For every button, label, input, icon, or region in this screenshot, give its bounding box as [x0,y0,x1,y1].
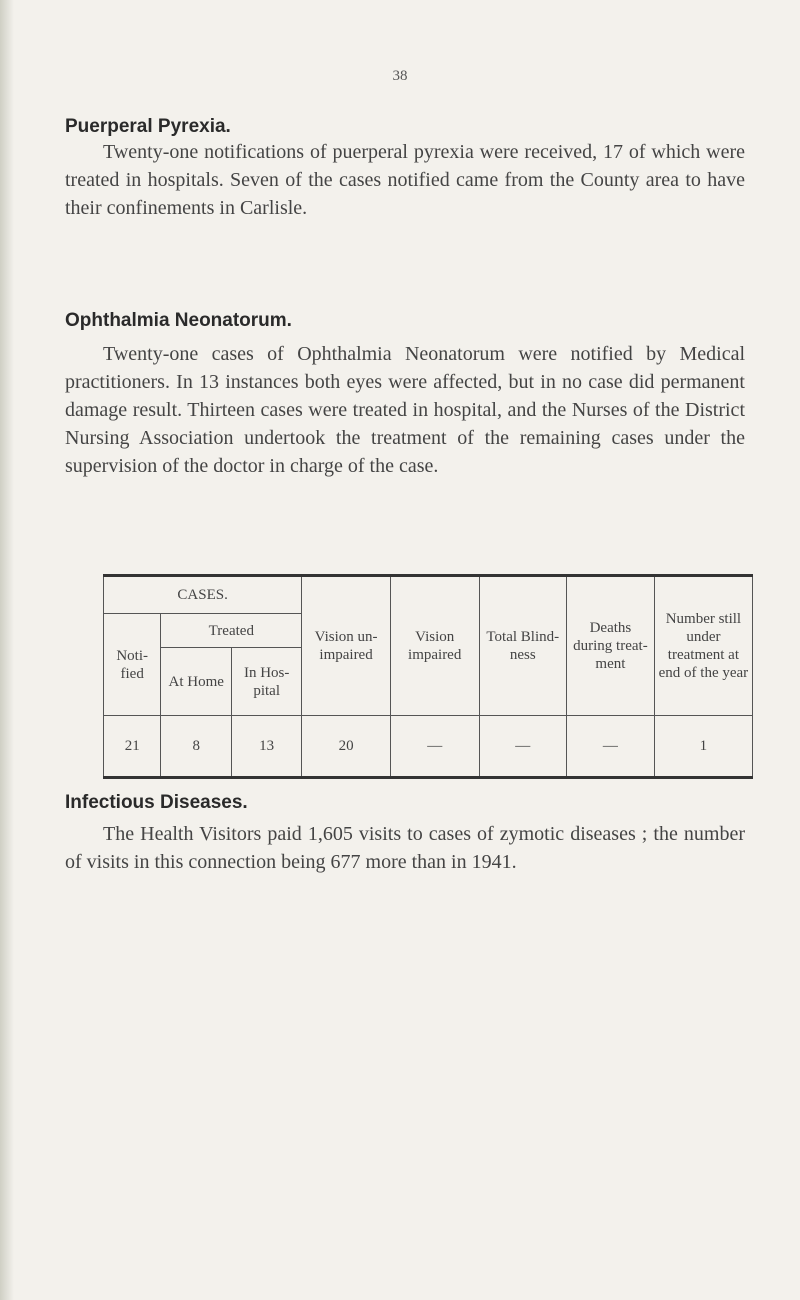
cell-deaths-during-treatment: — [567,716,655,778]
cell-vision-unimpaired: 20 [302,716,391,778]
header-in-hospital: In Hos-pital [232,648,302,716]
header-notified: Noti-fied [104,614,161,716]
header-vision-unimpaired: Vision un-impaired [302,576,391,716]
header-at-home: At Home [161,648,232,716]
cell-in-hospital: 13 [232,716,302,778]
header-still-under-treatment: Number still under treatment at end of the year [654,576,752,716]
header-cases: CASES. [104,576,302,614]
header-deaths-during-treatment: Deaths during treat-ment [567,576,655,716]
header-total-blindness: Total Blind-ness [479,576,567,716]
paragraph-puerperal-pyrexia: Twenty-one notifications of puerperal pyrexia were received, 17 of which were treated in hospitals. Seven of the cases notified came from the County area to have their confinements in Carlisle. [65,141,745,219]
heading-puerperal-pyrexia: Puerperal Pyrexia. [65,116,231,137]
cell-still-under-treatment: 1 [654,716,752,778]
heading-ophthalmia-neonatorum: Ophthalmia Neonatorum. [65,310,292,331]
cell-at-home: 8 [161,716,232,778]
ophthalmia-statistics-table [103,574,753,779]
paragraph-infectious-diseases: The Health Visitors paid 1,605 visits to cases of zymotic diseases ; the number of visits in this connection being 677 more than in 1941. [65,823,745,873]
header-vision-impaired: Vision impaired [390,576,479,716]
cell-total-blindness: — [479,716,567,778]
paragraph-ophthalmia-neonatorum: Twenty-one cases of Ophthalmia Neonatorum were notified by Medical practitioners. In 13 instances both eyes were affected, but in no case did permanent damage result. Thirteen cases were treated in hospital, and the Nurses of the District Nursing Association undertook the treatment of the remaining cases under the supervision of the doctor in charge of the case. [65,343,745,477]
cell-vision-impaired: — [390,716,479,778]
page-number: 38 [392,68,408,84]
cell-notified: 21 [104,716,161,778]
page-edge [0,0,14,1300]
header-treated: Treated [161,614,302,648]
heading-infectious-diseases: Infectious Diseases. [65,792,248,813]
